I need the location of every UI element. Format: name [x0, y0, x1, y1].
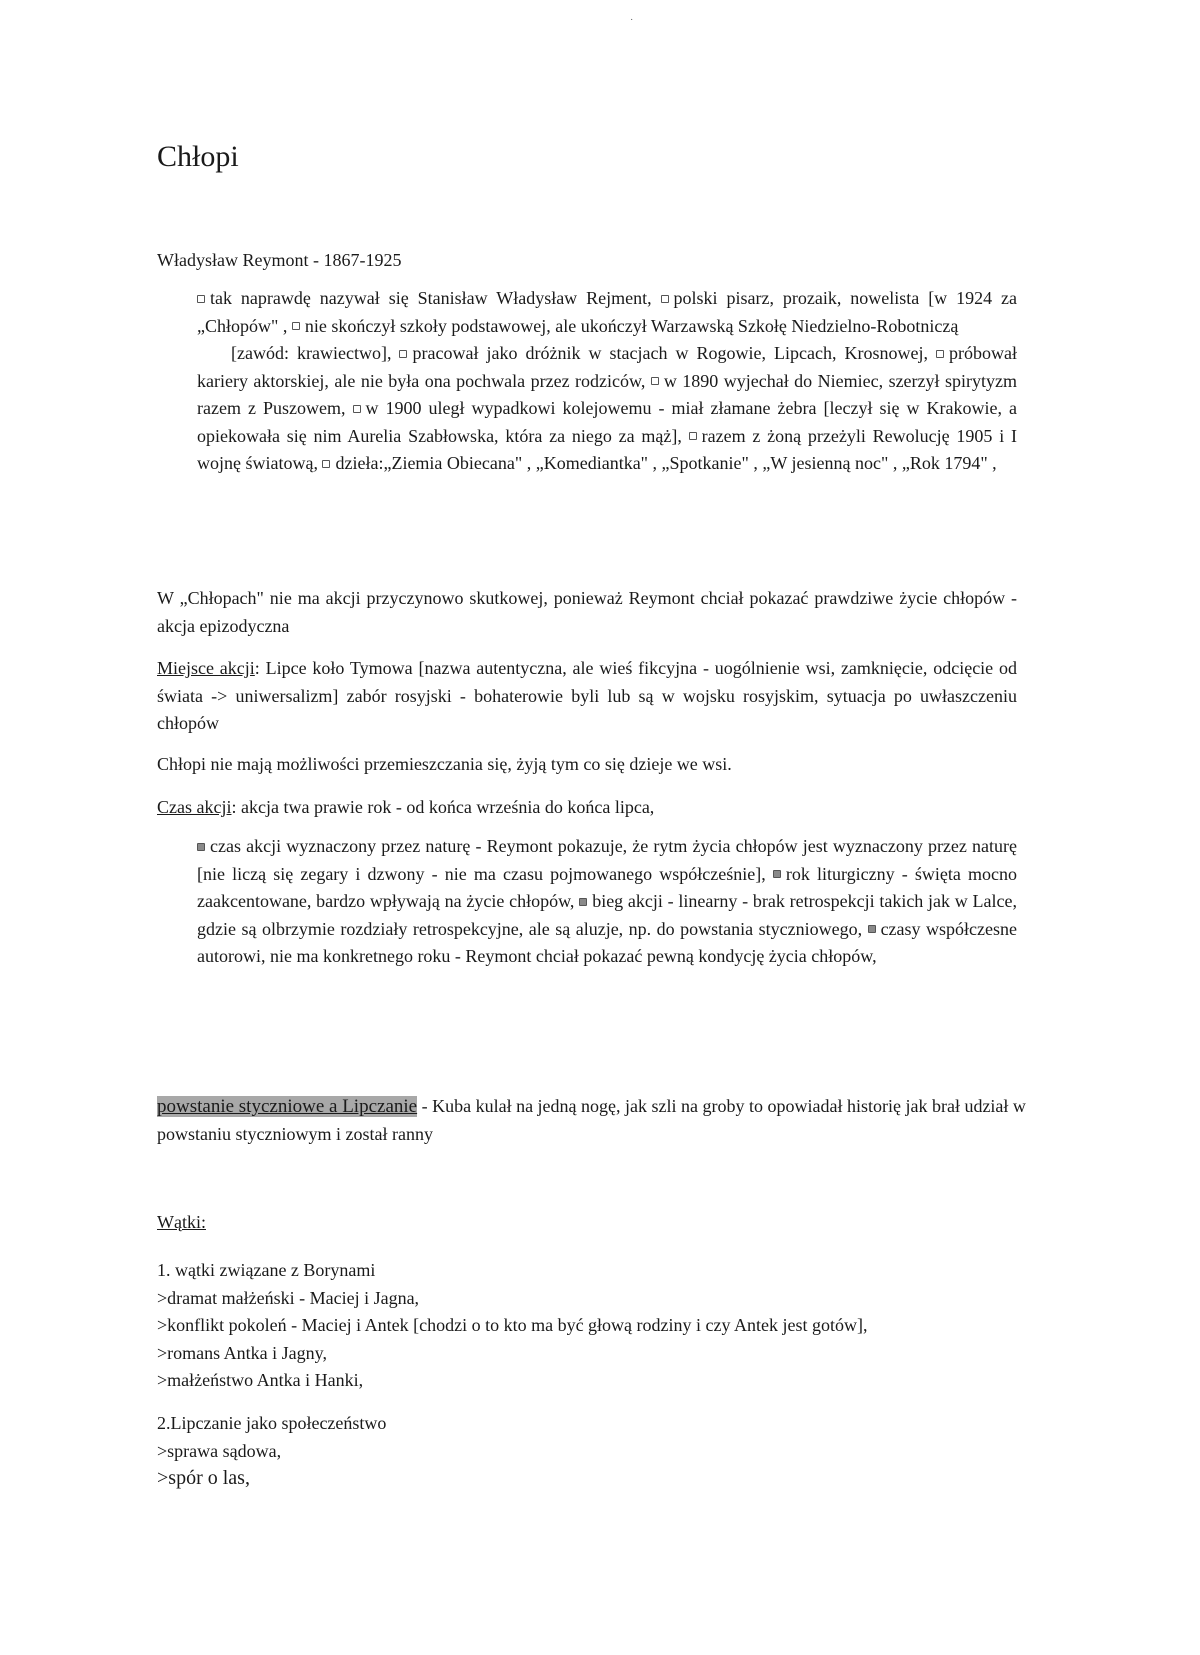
watki-line: >małżeństwo Antka i Hanki, — [157, 1370, 364, 1390]
watki-list-2 — [157, 1410, 1077, 1493]
bullet-icon — [936, 350, 944, 358]
watki-heading: Wątki: — [157, 1212, 206, 1232]
bio-item: razem z żoną przeżyli Rewolucję 1905 i I wojnę światową, — [197, 425, 1017, 473]
watki-line: >romans Antka i Jagny, — [157, 1342, 327, 1363]
powstanie-highlight: powstanie styczniowe a Lipczanie — [157, 1096, 418, 1117]
bio-item: nie skończył szkoły podstawowej, ale ukończył Warzawską Szkołę Niedzielno-Robotniczą — [304, 315, 959, 336]
document-title: Chłopi — [157, 140, 239, 173]
czas-akcji-points — [197, 833, 1017, 971]
bio-paragraph — [197, 285, 1017, 478]
watki-line: >spór o las, — [157, 1467, 250, 1489]
author-line: Władysław Reymont - 1867-1925 — [157, 250, 402, 270]
bullet-icon — [399, 350, 407, 358]
miejsce-akcji-text: : Lipce koło Tymowa [nazwa autentyczna, ale wieś fikcyjna - uogólnienie wsi, zamknięcie, odcięcie od świata -> uniwersalizm] zabór rosyjski - bohaterowie byli lub są w wojsku rosyjskim, sytuacja po uwłaszczeniu chłopów — [157, 658, 1018, 733]
bullet-icon — [197, 295, 205, 303]
watki-list-1 — [157, 1257, 1077, 1395]
powstanie-paragraph — [157, 1093, 1077, 1148]
bio-item: polski pisarz, prozaik, nowelista [w 1924 za „Chłopów" , — [197, 288, 1018, 336]
bio-item: dzieła:„Ziemia Obiecana" , „Komediantka" , „Spotkanie" , „W jesienną noc" , „Rok 1794" , — [335, 453, 997, 473]
czas-akcji-label: Czas akcji — [157, 797, 232, 817]
watki-line: 1. wątki związane z Borynami — [157, 1260, 376, 1280]
watki-line: >sprawa sądowa, — [157, 1440, 282, 1461]
miejsce-akcji-label: Miejsce akcji — [157, 658, 255, 678]
bullet-icon — [579, 898, 587, 906]
watki-line: 2.Lipczanie jako społeczeństwo — [157, 1413, 387, 1433]
chlopi-paragraph: Chłopi nie mają możliwości przemieszczania się, żyją tym co się dzieje we wsi. — [157, 754, 732, 774]
watki-line: >dramat małżeński - Maciej i Jagna, — [157, 1287, 420, 1308]
czas-point: bieg akcji - linearny - brak retrospekcji takich jak w Lalce, gdzie są olbrzymie rozdziały retrospekcyjne, ale są aluzje, np. do powstania styczniowego, — [197, 891, 1018, 939]
miejsce-akcji-paragraph — [157, 655, 1017, 738]
czas-point: czas akcji wyznaczony przez naturę - Reymont pokazuje, że rytm życia chłopów jest wyznaczony przez naturę [nie liczą się zegary i dzwony - nie ma czasu pojmowanego współcześnie], — [197, 836, 1017, 884]
bio-item: [zawód: krawiectwo], — [231, 343, 392, 363]
czas-point: czasy współczesne autorowi, nie ma konkretnego roku - Reymont chciał pokazać pewną kondycję życia chłopów, — [197, 918, 1017, 966]
czas-point: rok liturgiczny - święta mocno zaakcentowane, bardzo wpływają na życie chłopów, — [197, 863, 1017, 911]
bullet-icon — [868, 925, 876, 933]
czas-akcji-paragraph — [157, 794, 1017, 822]
bullet-icon — [322, 460, 330, 468]
bullet-icon — [661, 295, 669, 303]
bio-item: próbował kariery aktorskiej, ale nie była ona pochwala przez rodziców, — [197, 343, 1018, 391]
bullet-icon — [197, 843, 205, 851]
bio-item: pracował jako dróżnik w stacjach w Rogowie, Lipcach, Krosnowej, — [412, 343, 928, 363]
powstanie-text: - Kuba kulał na jedną nogę, jak szli na groby to opowiadał historię jak brał udział w powstaniu styczniowym i został ranny — [157, 1096, 1026, 1144]
bullet-icon — [773, 870, 781, 878]
bullet-icon — [651, 377, 659, 385]
czas-akcji-text: : akcja twa prawie rok - od końca września do końca lipca, — [231, 797, 655, 817]
top-mark: ˙ — [630, 18, 634, 29]
bio-item: w 1900 uległ wypadkowi kolejowemu - miał złamane żebra [leczył się w Krakowie, a opiekowała się nim Aurelia Szabłowska, która za niego za mąż], — [197, 398, 1017, 446]
bullet-icon — [353, 405, 361, 413]
watki-line: >konflikt pokoleń - Maciej i Antek [chodzi o to kto ma być głową rodziny i czy Antek jest gotów], — [157, 1315, 868, 1335]
akcja-intro: W „Chłopach" nie ma akcji przyczynowo skutkowej, ponieważ Reymont chciał pokazać prawdziwe życie chłopów - akcja epizodyczna — [157, 588, 1017, 636]
bio-item: w 1890 wyjechał do Niemiec, szerzył spirytyzm razem z Puszowem, — [197, 370, 1017, 418]
bio-item: tak naprawdę nazywał się Stanisław Władysław Rejment, — [210, 288, 652, 308]
bullet-icon — [292, 322, 300, 330]
bullet-icon — [689, 432, 697, 440]
